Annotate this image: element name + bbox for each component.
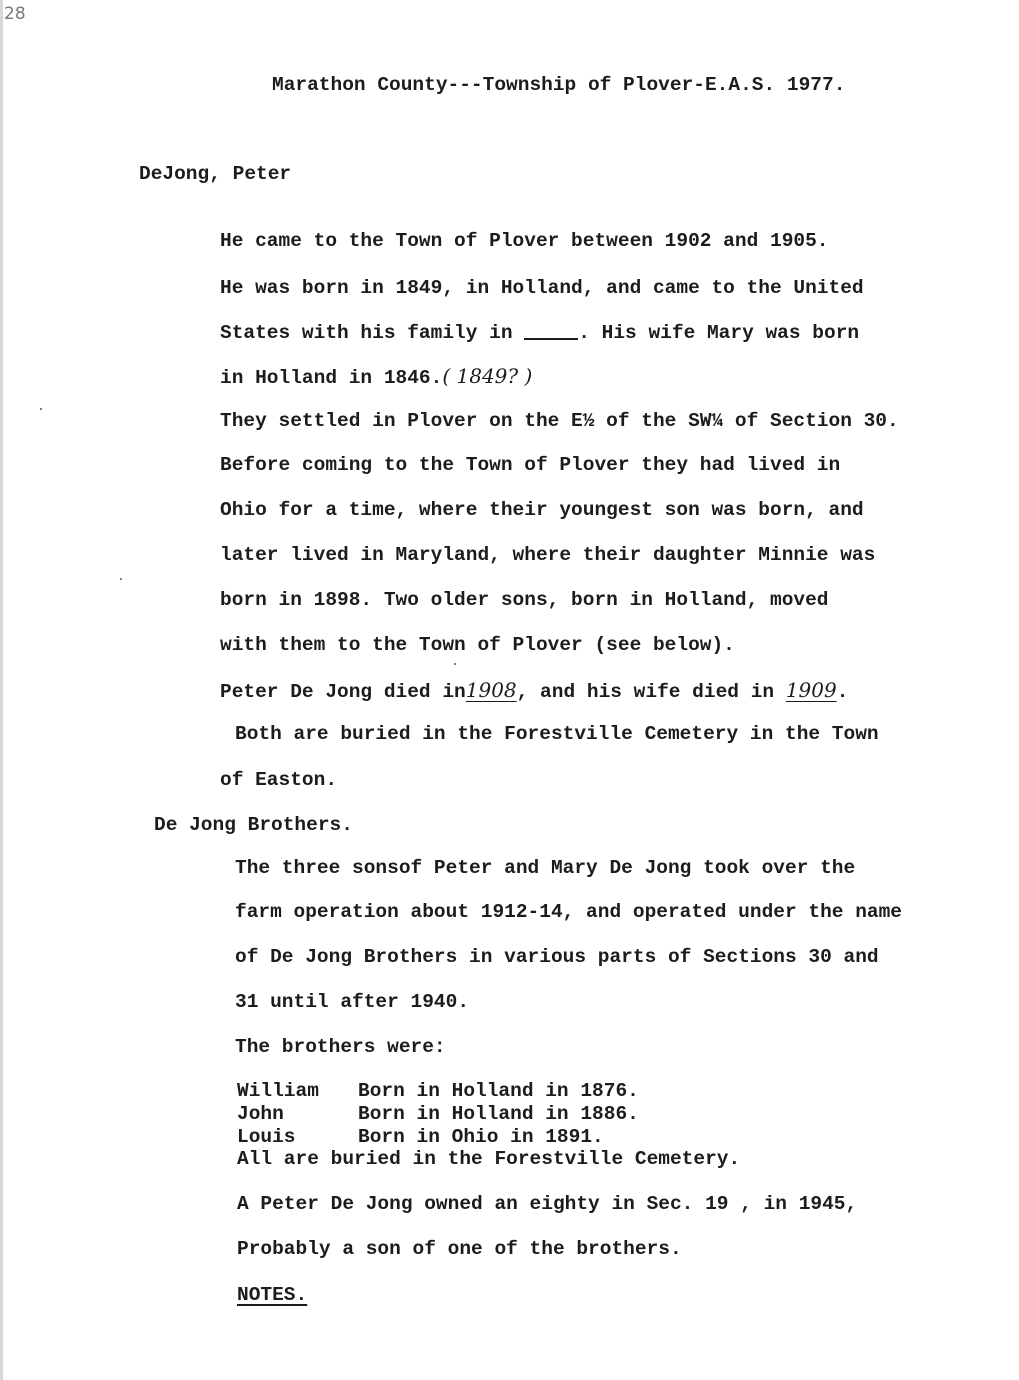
text-line: farm operation about 1912-14, and operated under the name	[235, 901, 903, 923]
text-fragment: .	[836, 681, 849, 703]
text-line: The brothers were:	[235, 1036, 446, 1058]
text-fragment: States with his family in	[220, 322, 525, 344]
text-line: The three sonsof Peter and Mary De Jong took over the	[235, 857, 856, 879]
text-line	[220, 321, 859, 345]
text-line: later lived in Maryland, where their daughter Minnie was	[220, 544, 876, 566]
page-edge	[0, 0, 3, 1380]
section-heading-brothers: De Jong Brothers.	[154, 814, 353, 836]
text-line	[220, 364, 532, 390]
page-number: 28	[4, 4, 26, 24]
list-item-brother	[237, 1079, 639, 1103]
text-line: All are buried in the Forestville Cemetery.	[237, 1148, 741, 1170]
text-fragment: in Holland in 1846.	[220, 367, 443, 389]
text-fragment: Peter De Jong died in	[220, 681, 466, 703]
list-item-brother	[237, 1102, 639, 1126]
text-line: A Peter De Jong owned an eighty in Sec. 19 , in 1945,	[237, 1193, 858, 1215]
text-line: He was born in 1849, in Holland, and came to the United	[220, 277, 864, 299]
handwritten-note: ( 1849? )	[442, 364, 533, 388]
text-line: with them to the Town of Plover (see below).	[220, 634, 735, 656]
brother-info: Born in Holland in 1876.	[358, 1080, 639, 1102]
text-line: of De Jong Brothers in various parts of Sections 30 and	[235, 946, 879, 968]
handwritten-death-year: 1908	[465, 678, 517, 702]
text-line: He came to the Town of Plover between 1902 and 1905.	[220, 230, 829, 252]
text-fragment: . His wife Mary was born	[578, 322, 860, 344]
notes-heading: NOTES.	[237, 1284, 308, 1306]
document-header: Marathon County---Township of Plover-E.A.S. 1977.	[272, 74, 846, 96]
text-line: Probably a son of one of the brothers.	[237, 1238, 682, 1260]
handwritten-death-year: 1909	[785, 678, 837, 702]
text-line: They settled in Plover on the E½ of the SW¼ of Section 30.	[220, 410, 899, 432]
text-line: born in 1898. Two older sons, born in Holland, moved	[220, 589, 829, 611]
text-line: Both are buried in the Forestville Cemetery in the Town	[235, 723, 879, 745]
text-line: 31 until after 1940.	[235, 991, 470, 1013]
blank-line	[524, 338, 578, 340]
brother-name: William	[237, 1080, 319, 1102]
paper-speck	[120, 578, 122, 580]
text-line: Ohio for a time, where their youngest son was born, and	[220, 499, 864, 521]
brother-info: Born in Ohio in 1891.	[358, 1126, 604, 1148]
paper-speck	[40, 408, 42, 410]
text-line	[220, 678, 848, 704]
paper-speck	[454, 663, 456, 665]
brother-name: Louis	[237, 1126, 296, 1148]
brother-name: John	[237, 1103, 284, 1125]
text-line: Before coming to the Town of Plover they had lived in	[220, 454, 841, 476]
text-fragment: , and his wife died in	[516, 681, 786, 703]
brother-info: Born in Holland in 1886.	[358, 1103, 639, 1125]
list-item-brother	[237, 1125, 604, 1149]
text-line: of Easton.	[220, 769, 338, 791]
section-heading-peter: DeJong, Peter	[139, 163, 292, 185]
